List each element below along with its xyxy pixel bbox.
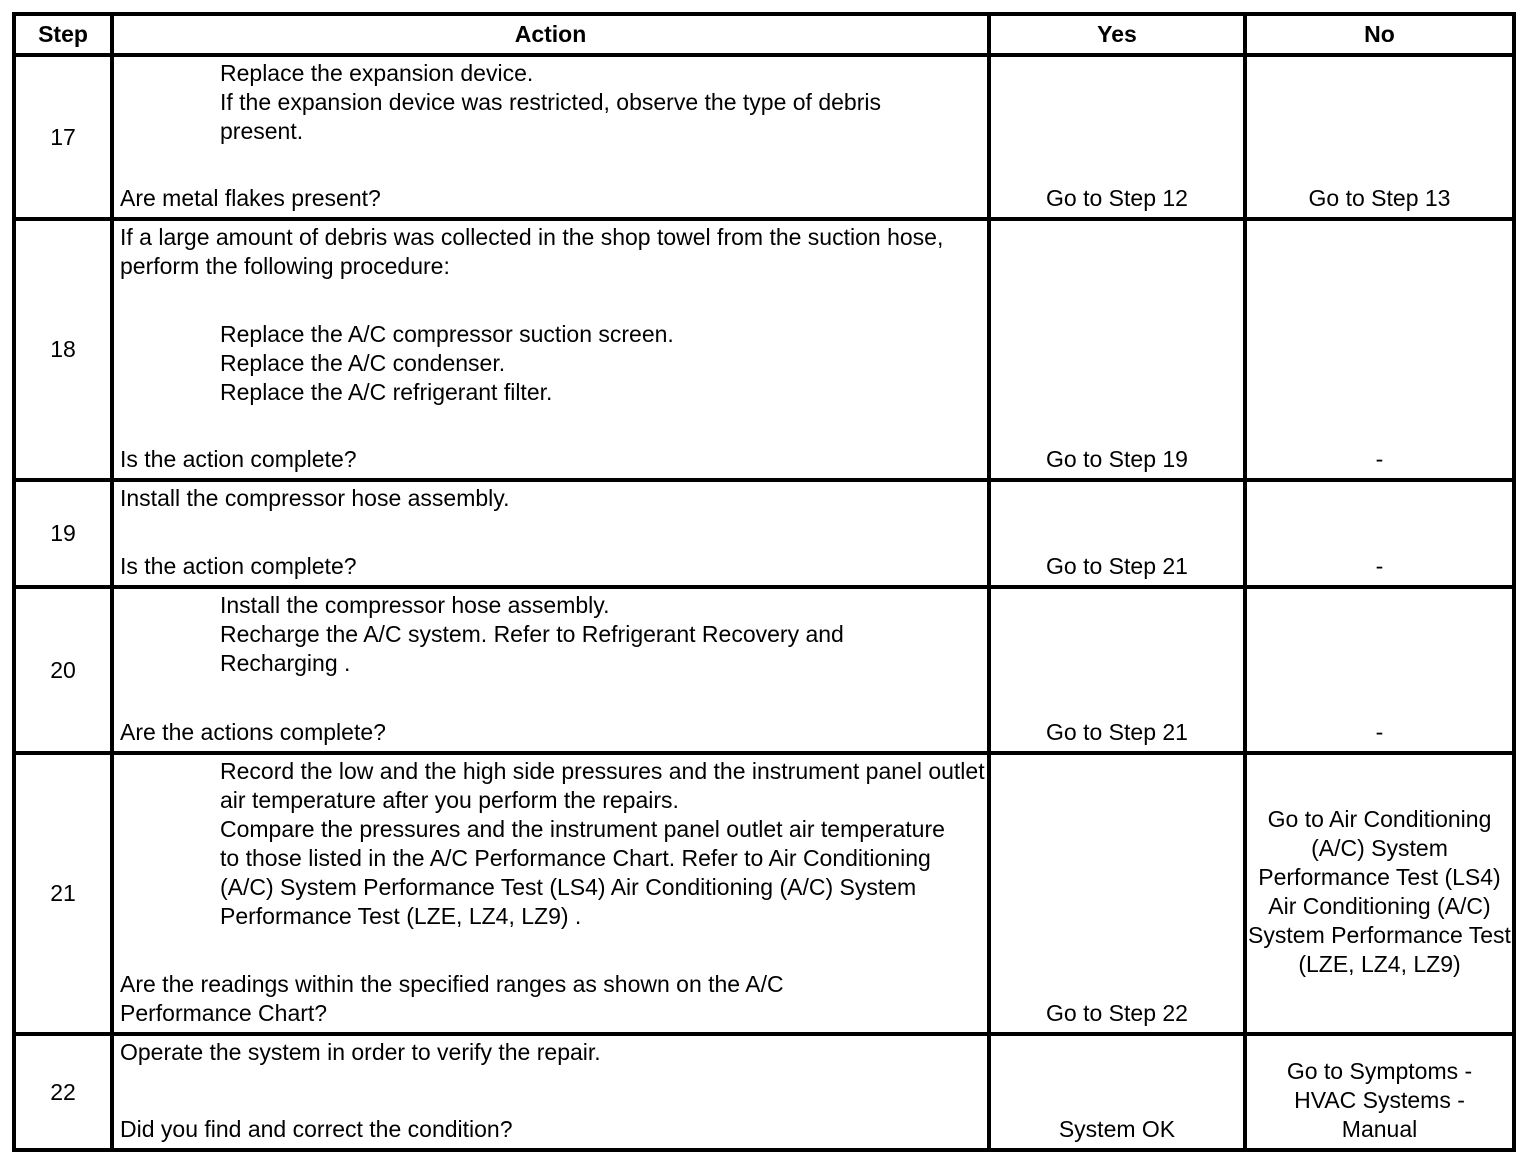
yes-result: Go to Step 19 — [991, 221, 1247, 482]
step-number: 19 — [16, 482, 114, 589]
intro-text: If a large amount of debris was collected in the shop towel from the suction hose, perform the following procedure: — [120, 224, 944, 279]
no-result: - — [1247, 589, 1512, 755]
step-number: 21 — [16, 755, 114, 1036]
action-item: Recharge the A/C system. Refer to Refrigerant Recovery and Recharging . — [220, 621, 844, 676]
step-number: 18 — [16, 221, 114, 482]
yes-result: Go to Step 21 — [991, 482, 1247, 589]
question: Are the actions complete? — [120, 719, 386, 745]
header-yes: Yes — [991, 16, 1247, 57]
question: Did you find and correct the condition? — [120, 1116, 513, 1142]
action-item: If the expansion device was restricted, observe the type of debris present. — [220, 89, 881, 144]
action-list — [120, 591, 981, 678]
action-list — [120, 320, 981, 407]
question: Is the action complete? — [120, 553, 357, 579]
step-number: 20 — [16, 589, 114, 755]
header-no: No — [1247, 16, 1512, 57]
step-number: 22 — [16, 1036, 114, 1148]
action-list — [120, 757, 985, 931]
intro-text: Operate the system in order to verify the repair. — [120, 1039, 601, 1065]
action-item: Replace the A/C condenser. — [220, 349, 506, 376]
action-cell — [114, 57, 991, 221]
no-result: - — [1247, 221, 1512, 482]
header-step: Step — [16, 16, 114, 57]
action-item: Install the compressor hose assembly. — [220, 592, 610, 618]
question: Is the action complete? — [120, 446, 357, 472]
no-result: Go to Step 13 — [1247, 57, 1512, 221]
action-list — [120, 59, 981, 146]
action-cell — [114, 589, 991, 755]
action-cell — [114, 221, 991, 482]
step-number: 17 — [16, 57, 114, 221]
diagnostic-table — [12, 12, 1516, 1152]
action-cell — [114, 482, 991, 589]
action-item: Compare the pressures and the instrument panel outlet air temperature to those listed in the A/C Performance Chart. Refer to Air Conditioning (A/C) System Performance Test (LS4) Air Conditioning (A/C) System Performance Test (LZE, LZ4, LZ9) . — [220, 816, 945, 929]
yes-result: Go to Step 21 — [991, 589, 1247, 755]
action-item: Replace the expansion device. — [220, 60, 534, 86]
action-item: Record the low and the high side pressures and the instrument panel outlet air temperature after you perform the repairs. — [220, 758, 985, 813]
action-item: Replace the A/C compressor suction screen. — [220, 320, 674, 347]
no-result-text: Go to Air Conditioning (A/C) System Performance Test (LS4) Air Conditioning (A/C) System Performance Test (LZE, LZ4, LZ9) — [1248, 805, 1511, 977]
header-action: Action — [114, 16, 991, 57]
intro-text: Install the compressor hose assembly. — [120, 485, 510, 511]
question: Are metal flakes present? — [120, 185, 381, 211]
no-result: - — [1247, 482, 1512, 589]
action-item: Replace the A/C refrigerant filter. — [220, 378, 553, 405]
no-result — [1247, 1036, 1512, 1148]
yes-result: Go to Step 22 — [991, 755, 1247, 1036]
no-result — [1247, 755, 1512, 1036]
yes-result: System OK — [991, 1036, 1247, 1148]
no-result-text: Go to Symptoms - HVAC Systems - Manual — [1286, 1058, 1473, 1142]
yes-result: Go to Step 12 — [991, 57, 1247, 221]
question: Are the readings within the specified ranges as shown on the A/C Performance Chart? — [120, 971, 784, 1026]
action-cell — [114, 755, 991, 1036]
action-cell — [114, 1036, 991, 1148]
